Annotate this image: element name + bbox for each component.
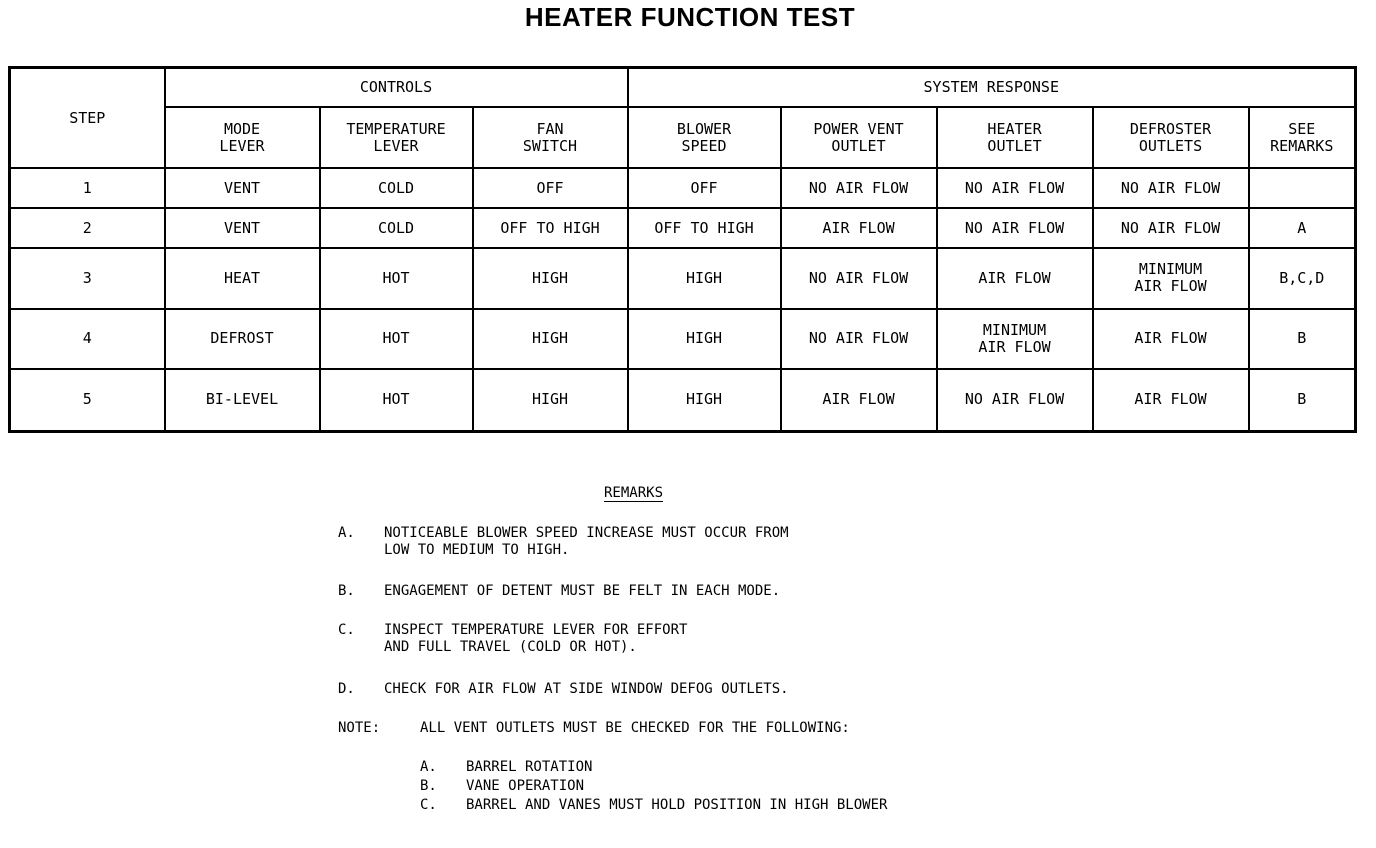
column-header-fan-switch: FAN SWITCH <box>473 107 628 168</box>
cell-heater-outlet: NO AIR FLOW <box>937 168 1093 208</box>
cell-heater-outlet: AIR FLOW <box>937 248 1093 308</box>
cell-see-remarks: A <box>1249 208 1356 248</box>
cell-temperature-lever: HOT <box>320 369 473 432</box>
cell-heater-outlet: MINIMUM AIR FLOW <box>937 309 1093 369</box>
table-row <box>10 248 1356 308</box>
table-row <box>10 309 1356 369</box>
note-item-letter: A. <box>420 759 437 775</box>
cell-temperature-lever: HOT <box>320 248 473 308</box>
cell-fan-switch: HIGH <box>473 309 628 369</box>
cell-fan-switch: HIGH <box>473 369 628 432</box>
remark-letter: D. <box>338 681 355 697</box>
cell-power-vent-outlet: AIR FLOW <box>781 369 937 432</box>
note-item-text: BARREL AND VANES MUST HOLD POSITION IN HIGH BLOWER <box>466 797 888 813</box>
remark-letter: B. <box>338 583 355 599</box>
step-header: STEP <box>10 68 165 169</box>
remark-text: CHECK FOR AIR FLOW AT SIDE WINDOW DEFOG OUTLETS. <box>384 681 789 697</box>
column-header-defroster-outlets: DEFROSTER OUTLETS <box>1093 107 1249 168</box>
note-item-text: BARREL ROTATION <box>466 759 593 775</box>
note-item-text: VANE OPERATION <box>466 778 585 794</box>
remark-text: ENGAGEMENT OF DETENT MUST BE FELT IN EACH MODE. <box>384 583 781 599</box>
remarks-title: REMARKS <box>604 485 664 501</box>
cell-mode-lever: HEAT <box>165 248 320 308</box>
cell-power-vent-outlet: NO AIR FLOW <box>781 309 937 369</box>
cell-step: 1 <box>10 168 165 208</box>
cell-step: 4 <box>10 309 165 369</box>
cell-see-remarks: B,C,D <box>1249 248 1356 308</box>
note-item-c <box>420 797 888 848</box>
column-header-blower-speed: BLOWER SPEED <box>628 107 781 168</box>
cell-power-vent-outlet: NO AIR FLOW <box>781 248 937 308</box>
remark-a <box>338 525 789 576</box>
cell-fan-switch: OFF TO HIGH <box>473 208 628 248</box>
cell-blower-speed: HIGH <box>628 309 781 369</box>
system-response-group-header: SYSTEM RESPONSE <box>628 68 1356 108</box>
cell-defroster-outlets: NO AIR FLOW <box>1093 168 1249 208</box>
table-row <box>10 168 1356 208</box>
note-item-letter: C. <box>420 797 437 813</box>
cell-mode-lever: VENT <box>165 208 320 248</box>
cell-see-remarks: B <box>1249 369 1356 432</box>
remark-letter: A. <box>338 525 355 541</box>
column-header-see-remarks: SEE REMARKS <box>1249 107 1356 168</box>
remark-letter: C. <box>338 622 355 638</box>
cell-defroster-outlets: NO AIR FLOW <box>1093 208 1249 248</box>
cell-mode-lever: VENT <box>165 168 320 208</box>
cell-fan-switch: HIGH <box>473 248 628 308</box>
column-header-temperature-lever: TEMPERATURE LEVER <box>320 107 473 168</box>
cell-defroster-outlets: AIR FLOW <box>1093 309 1249 369</box>
cell-fan-switch: OFF <box>473 168 628 208</box>
cell-step: 5 <box>10 369 165 432</box>
table-row <box>10 208 1356 248</box>
cell-blower-speed: HIGH <box>628 369 781 432</box>
cell-mode-lever: DEFROST <box>165 309 320 369</box>
cell-temperature-lever: COLD <box>320 168 473 208</box>
heater-function-test-table <box>8 66 1357 433</box>
remark-text: NOTICEABLE BLOWER SPEED INCREASE MUST OCCUR FROM LOW TO MEDIUM TO HIGH. <box>384 525 789 558</box>
cell-power-vent-outlet: AIR FLOW <box>781 208 937 248</box>
cell-see-remarks: B <box>1249 309 1356 369</box>
table-row <box>10 369 1356 432</box>
cell-blower-speed: HIGH <box>628 248 781 308</box>
column-header-heater-outlet: HEATER OUTLET <box>937 107 1093 168</box>
note-text: ALL VENT OUTLETS MUST BE CHECKED FOR THE FOLLOWING: <box>420 720 850 736</box>
cell-blower-speed: OFF <box>628 168 781 208</box>
remark-text: INSPECT TEMPERATURE LEVER FOR EFFORT AND FULL TRAVEL (COLD OR HOT). <box>384 622 688 655</box>
cell-mode-lever: BI-LEVEL <box>165 369 320 432</box>
cell-step: 2 <box>10 208 165 248</box>
cell-temperature-lever: HOT <box>320 309 473 369</box>
cell-see-remarks <box>1249 168 1356 208</box>
cell-defroster-outlets: MINIMUM AIR FLOW <box>1093 248 1249 308</box>
cell-defroster-outlets: AIR FLOW <box>1093 369 1249 432</box>
cell-heater-outlet: NO AIR FLOW <box>937 208 1093 248</box>
cell-blower-speed: OFF TO HIGH <box>628 208 781 248</box>
cell-temperature-lever: COLD <box>320 208 473 248</box>
cell-step: 3 <box>10 248 165 308</box>
cell-power-vent-outlet: NO AIR FLOW <box>781 168 937 208</box>
column-header-mode-lever: MODE LEVER <box>165 107 320 168</box>
controls-group-header: CONTROLS <box>165 68 628 108</box>
cell-heater-outlet: NO AIR FLOW <box>937 369 1093 432</box>
column-header-power-vent-outlet: POWER VENT OUTLET <box>781 107 937 168</box>
note-label: NOTE: <box>338 720 381 736</box>
remark-c <box>338 622 688 673</box>
page-title: HEATER FUNCTION TEST <box>524 2 856 32</box>
note-item-letter: B. <box>420 778 437 794</box>
